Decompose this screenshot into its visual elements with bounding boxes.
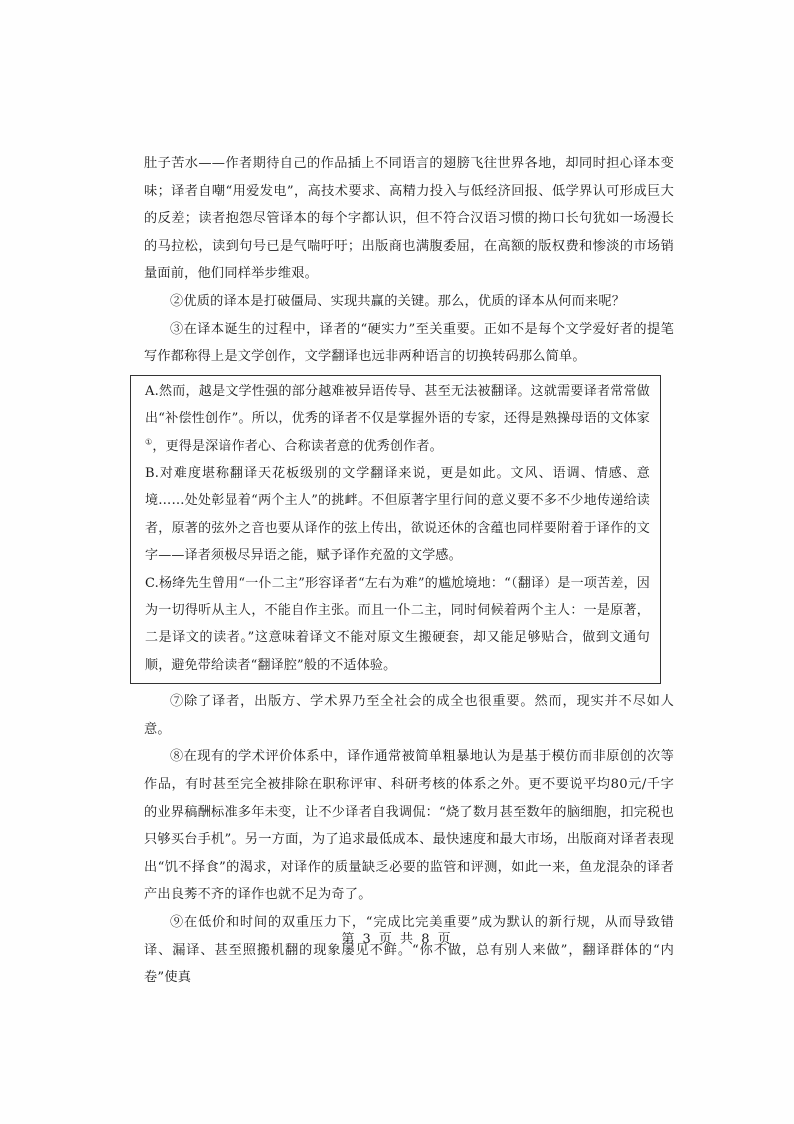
page-footer: 第 3 页 共 8 页 bbox=[341, 932, 453, 947]
boxed-options bbox=[130, 375, 661, 684]
paragraph: 肚子苦水——作者期待自己的作品插上不同语言的翅膀飞往世界各地，却同时担心译本变味；译者自嘲“用爱发电”，高技术要求、高精力投入与低经济回报、低学界认可形成巨大的反差；读者抱怨尽管译本的每个字都认识，但不符合汉语习惯的拗口长句犹如一场漫长的马拉松，读到句号已是气喘吁吁；出版商也满腹委屈，在高额的版权费和惨淡的市场销量面前，他们同样举步维艰。 bbox=[144, 156, 674, 282]
paragraph: ③在译本诞生的过程中，译者的“硬实力”至关重要。正如不是每个文学爱好者的提笔写作都称得上是文学创作，文学翻译也远非两种语言的切换转码那么简单。 bbox=[144, 321, 674, 365]
boxed-paragraph bbox=[145, 460, 650, 570]
boxed-paragraph bbox=[145, 570, 650, 680]
boxed-paragraph-text: C.杨绛先生曾用“一仆二主”形容译者“左右为难”的尴尬境地：“（翻译）是一项苦差，因为一切得听从主人，不能自作主张。而且一仆二主，同时伺候着两个主人：一是原著，二是译文的读者。”这意味着译文不能对原文生搬硬套，却又能足够贴合，做到文通句顺，避免带给读者“翻译腔”般的不适体验。 bbox=[145, 575, 650, 673]
footnote-marker: ① bbox=[145, 437, 153, 447]
boxed-paragraph-text: A.然而，越是文学性强的部分越难被异语传导、甚至无法被翻译。这就需要译者常常做出“补偿性创作”。所以，优秀的译者不仅是掌握外语的专家，还得是熟操母语的文体家 bbox=[145, 383, 650, 427]
boxed-paragraph-text: B.对难度堪称翻译天花板级别的文学翻译来说，更是如此。文风、语调、情感、意境……处处彰显着“两个主人”的挑衅。不但原著字里行间的意义要不多不少地传递给读者，原著的弦外之音也要从译作的弦上传出，欲说还休的含蕴也同样要附着于译作的文字——译者须极尽异语之能，赋予译作充盈的文学感。 bbox=[145, 465, 650, 564]
paragraph: ②优质的译本是打破僵局、实现共赢的关键。那么，优质的译本从何而来呢？ bbox=[170, 293, 626, 309]
boxed-paragraph bbox=[145, 378, 650, 460]
article-body bbox=[144, 150, 674, 992]
boxed-paragraph-tail: ，更得是深谙作者心、合称读者意的优秀创作者。 bbox=[152, 438, 443, 454]
paragraphs-before bbox=[144, 150, 674, 371]
paragraph: ⑨在低价和时间的双重压力下，“完成比完美重要”成为默认的新行规，从而导致错译、漏译、甚至照搬机翻的现象屡见不鲜。“你不做，总有别人来做”，翻译群体的“内卷”使真 bbox=[144, 914, 674, 986]
paragraph: ⑧在现有的学术评价体系中，译作通常被简单粗暴地认为是基于模仿而非原创的次等作品，有时甚至完全被排除在职称评审、科研考核的体系之外。更不要说平均80元/千字的业界稿酬标准多年未变，让不少译者自我调侃：“烧了数月甚至数年的脑细胞，扣完税也只够买台手机”。另一方面，为了追求最低成本、最快速度和最大市场，出版商对译者表现出“饥不择食”的渴求，对译作的质量缺乏必要的监管和评测，如此一来，鱼龙混杂的译者产出良莠不齐的译作也就不足为奇了。 bbox=[144, 749, 674, 903]
paragraph: ⑦除了译者，出版方、学术界乃至全社会的成全也很重要。然而，现实并不尽如人意。 bbox=[144, 694, 674, 737]
